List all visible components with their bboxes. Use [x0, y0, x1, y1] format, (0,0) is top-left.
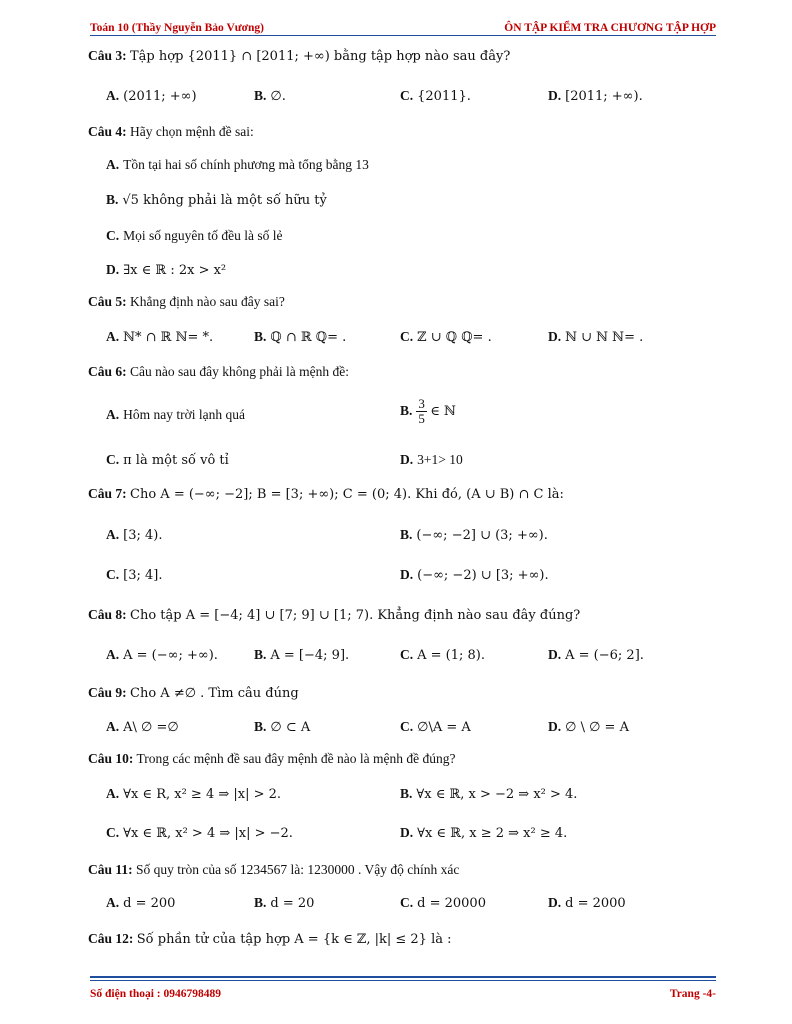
option-c[interactable]: C. {2011}. [400, 88, 471, 104]
footer-rule [90, 976, 716, 978]
question-6 [88, 364, 349, 380]
option-a[interactable]: A. (2011; +∞) [106, 88, 197, 104]
option-c[interactable]: C. ℤ ∪ ℚ ℚ= . [400, 329, 492, 345]
fraction: $\frac{3}{5}$ [418, 396, 425, 427]
question-label: Câu 11: [88, 862, 133, 877]
option-b[interactable]: B. d = 20 [254, 895, 315, 911]
option-a[interactable]: A. A\ ∅ =∅ [106, 719, 179, 735]
option-b[interactable]: B. ∀x ∈ ℝ, x > −2 ⇒ x² > 4. [400, 786, 578, 802]
header-course-title: Toán 10 (Thầy Nguyễn Bảo Vương) [90, 22, 264, 34]
question-8 [88, 607, 580, 623]
question-11 [88, 862, 459, 878]
option-d[interactable]: D. ∀x ∈ ℝ, x ≥ 2 ⇒ x² ≥ 4. [400, 825, 568, 841]
option-d[interactable]: D. [2011; +∞). [548, 88, 643, 104]
option-a[interactable]: A. Tồn tại hai số chính phương mà tổng bằng 13 [106, 157, 369, 172]
question-text: Tập hợp {2011} ∩ [2011; +∞) bằng tập hợp nào sau đây? [130, 49, 511, 64]
question-text: Câu nào sau đây không phải là mệnh đề: [130, 364, 349, 379]
option-b[interactable]: B. ℚ ∩ ℝ ℚ= . [254, 329, 347, 345]
footer-phone: Số điện thoại : 0946798489 [90, 988, 221, 1000]
question-4 [88, 124, 254, 140]
question-3 [88, 48, 510, 64]
question-label: Câu 3: [88, 48, 127, 63]
option-c[interactable]: C. ∀x ∈ ℝ, x² > 4 ⇒ |x| > −2. [106, 825, 293, 841]
question-10 [88, 751, 455, 767]
question-text: Khẳng định nào sau đây sai? [130, 294, 285, 309]
option-d[interactable]: D. ∅ \ ∅ = A [548, 719, 629, 735]
question-label: Câu 9: [88, 685, 127, 700]
question-label: Câu 4: [88, 124, 127, 139]
option-a[interactable]: A. A = (−∞; +∞). [106, 647, 218, 663]
question-text: Cho A = (−∞; −2]; B = [3; +∞); C = (0; 4). Khi đó, (A ∪ B) ∩ C là: [130, 487, 564, 502]
option-c[interactable]: C. A = (1; 8). [400, 647, 486, 663]
footer-rule-thin [90, 980, 716, 981]
option-a[interactable]: A. [3; 4). [106, 527, 163, 543]
question-label: Câu 8: [88, 607, 127, 622]
question-text: Hãy chọn mệnh đề sai: [130, 124, 254, 139]
question-text: Cho tập A = [−4; 4] ∪ [7; 9] ∪ [1; 7). Khẳng định nào sau đây đúng? [130, 608, 581, 623]
header-rule [90, 35, 716, 36]
question-text: Số phần tử của tập hợp A = {k ∈ ℤ, |k| ≤ 2} là : [136, 932, 452, 947]
question-label: Câu 12: [88, 931, 134, 946]
question-text: Cho A ≠∅ . Tìm câu đúng [130, 686, 299, 701]
footer-page-number: Trang -4- [669, 988, 716, 1000]
option-a[interactable]: A. ∀x ∈ R, x² ≥ 4 ⇒ |x| > 2. [106, 786, 282, 802]
option-b[interactable]: B. ∅. [254, 88, 286, 104]
option-b[interactable]: B. ∅ ⊂ A [254, 719, 311, 735]
option-c[interactable]: C. d = 20000 [400, 895, 486, 911]
question-9 [88, 685, 299, 701]
question-label: Câu 6: [88, 364, 127, 379]
page-footer [90, 984, 716, 1004]
option-d[interactable]: D. (−∞; −2) ∪ [3; +∞). [400, 567, 549, 583]
option-a[interactable]: A. ℕ* ∩ ℝ ℕ= *. [106, 329, 214, 345]
option-c[interactable]: C. Mọi số nguyên tố đều là số lẻ [106, 228, 283, 243]
question-7 [88, 486, 564, 502]
option-d[interactable]: D. 3+1> 10 [400, 452, 463, 467]
question-5 [88, 294, 285, 310]
option-c[interactable]: C. [3; 4]. [106, 567, 163, 583]
question-text: Trong các mệnh đề sau đây mệnh đề nào là mệnh đề đúng? [136, 751, 456, 766]
option-a[interactable]: A. Hôm nay trời lạnh quá [106, 407, 245, 422]
option-d[interactable]: D. d = 2000 [548, 895, 626, 911]
option-d[interactable]: D. ℕ ∪ ℕ ℕ= . [548, 329, 644, 345]
question-label: Câu 10: [88, 751, 134, 766]
option-d[interactable]: D. ∃x ∈ ℝ : 2x > x² [106, 262, 227, 278]
question-12 [88, 931, 452, 947]
page-header [90, 14, 716, 34]
option-b[interactable]: B. $\frac{3}{5}$ ∈ ℕ [400, 396, 456, 427]
option-a[interactable]: A. d = 200 [106, 895, 176, 911]
option-d[interactable]: D. A = (−6; 2]. [548, 647, 644, 663]
header-chapter-title: ÔN TẬP KIỂM TRA CHƯƠNG TẬP HỢP [504, 22, 716, 34]
question-text: Số quy tròn của số 1234567 là: 1230000 . Vậy độ chính xác [136, 862, 460, 877]
question-label: Câu 7: [88, 486, 127, 501]
question-label: Câu 5: [88, 294, 127, 309]
option-c[interactable]: C. π là một số vô tỉ [106, 452, 229, 468]
option-c[interactable]: C. ∅\A = A [400, 719, 471, 735]
option-b[interactable]: B. (−∞; −2] ∪ (3; +∞). [400, 527, 548, 543]
option-b[interactable]: B. A = [−4; 9]. [254, 647, 350, 663]
option-b[interactable]: B. √5 không phải là một số hữu tỷ [106, 192, 327, 208]
